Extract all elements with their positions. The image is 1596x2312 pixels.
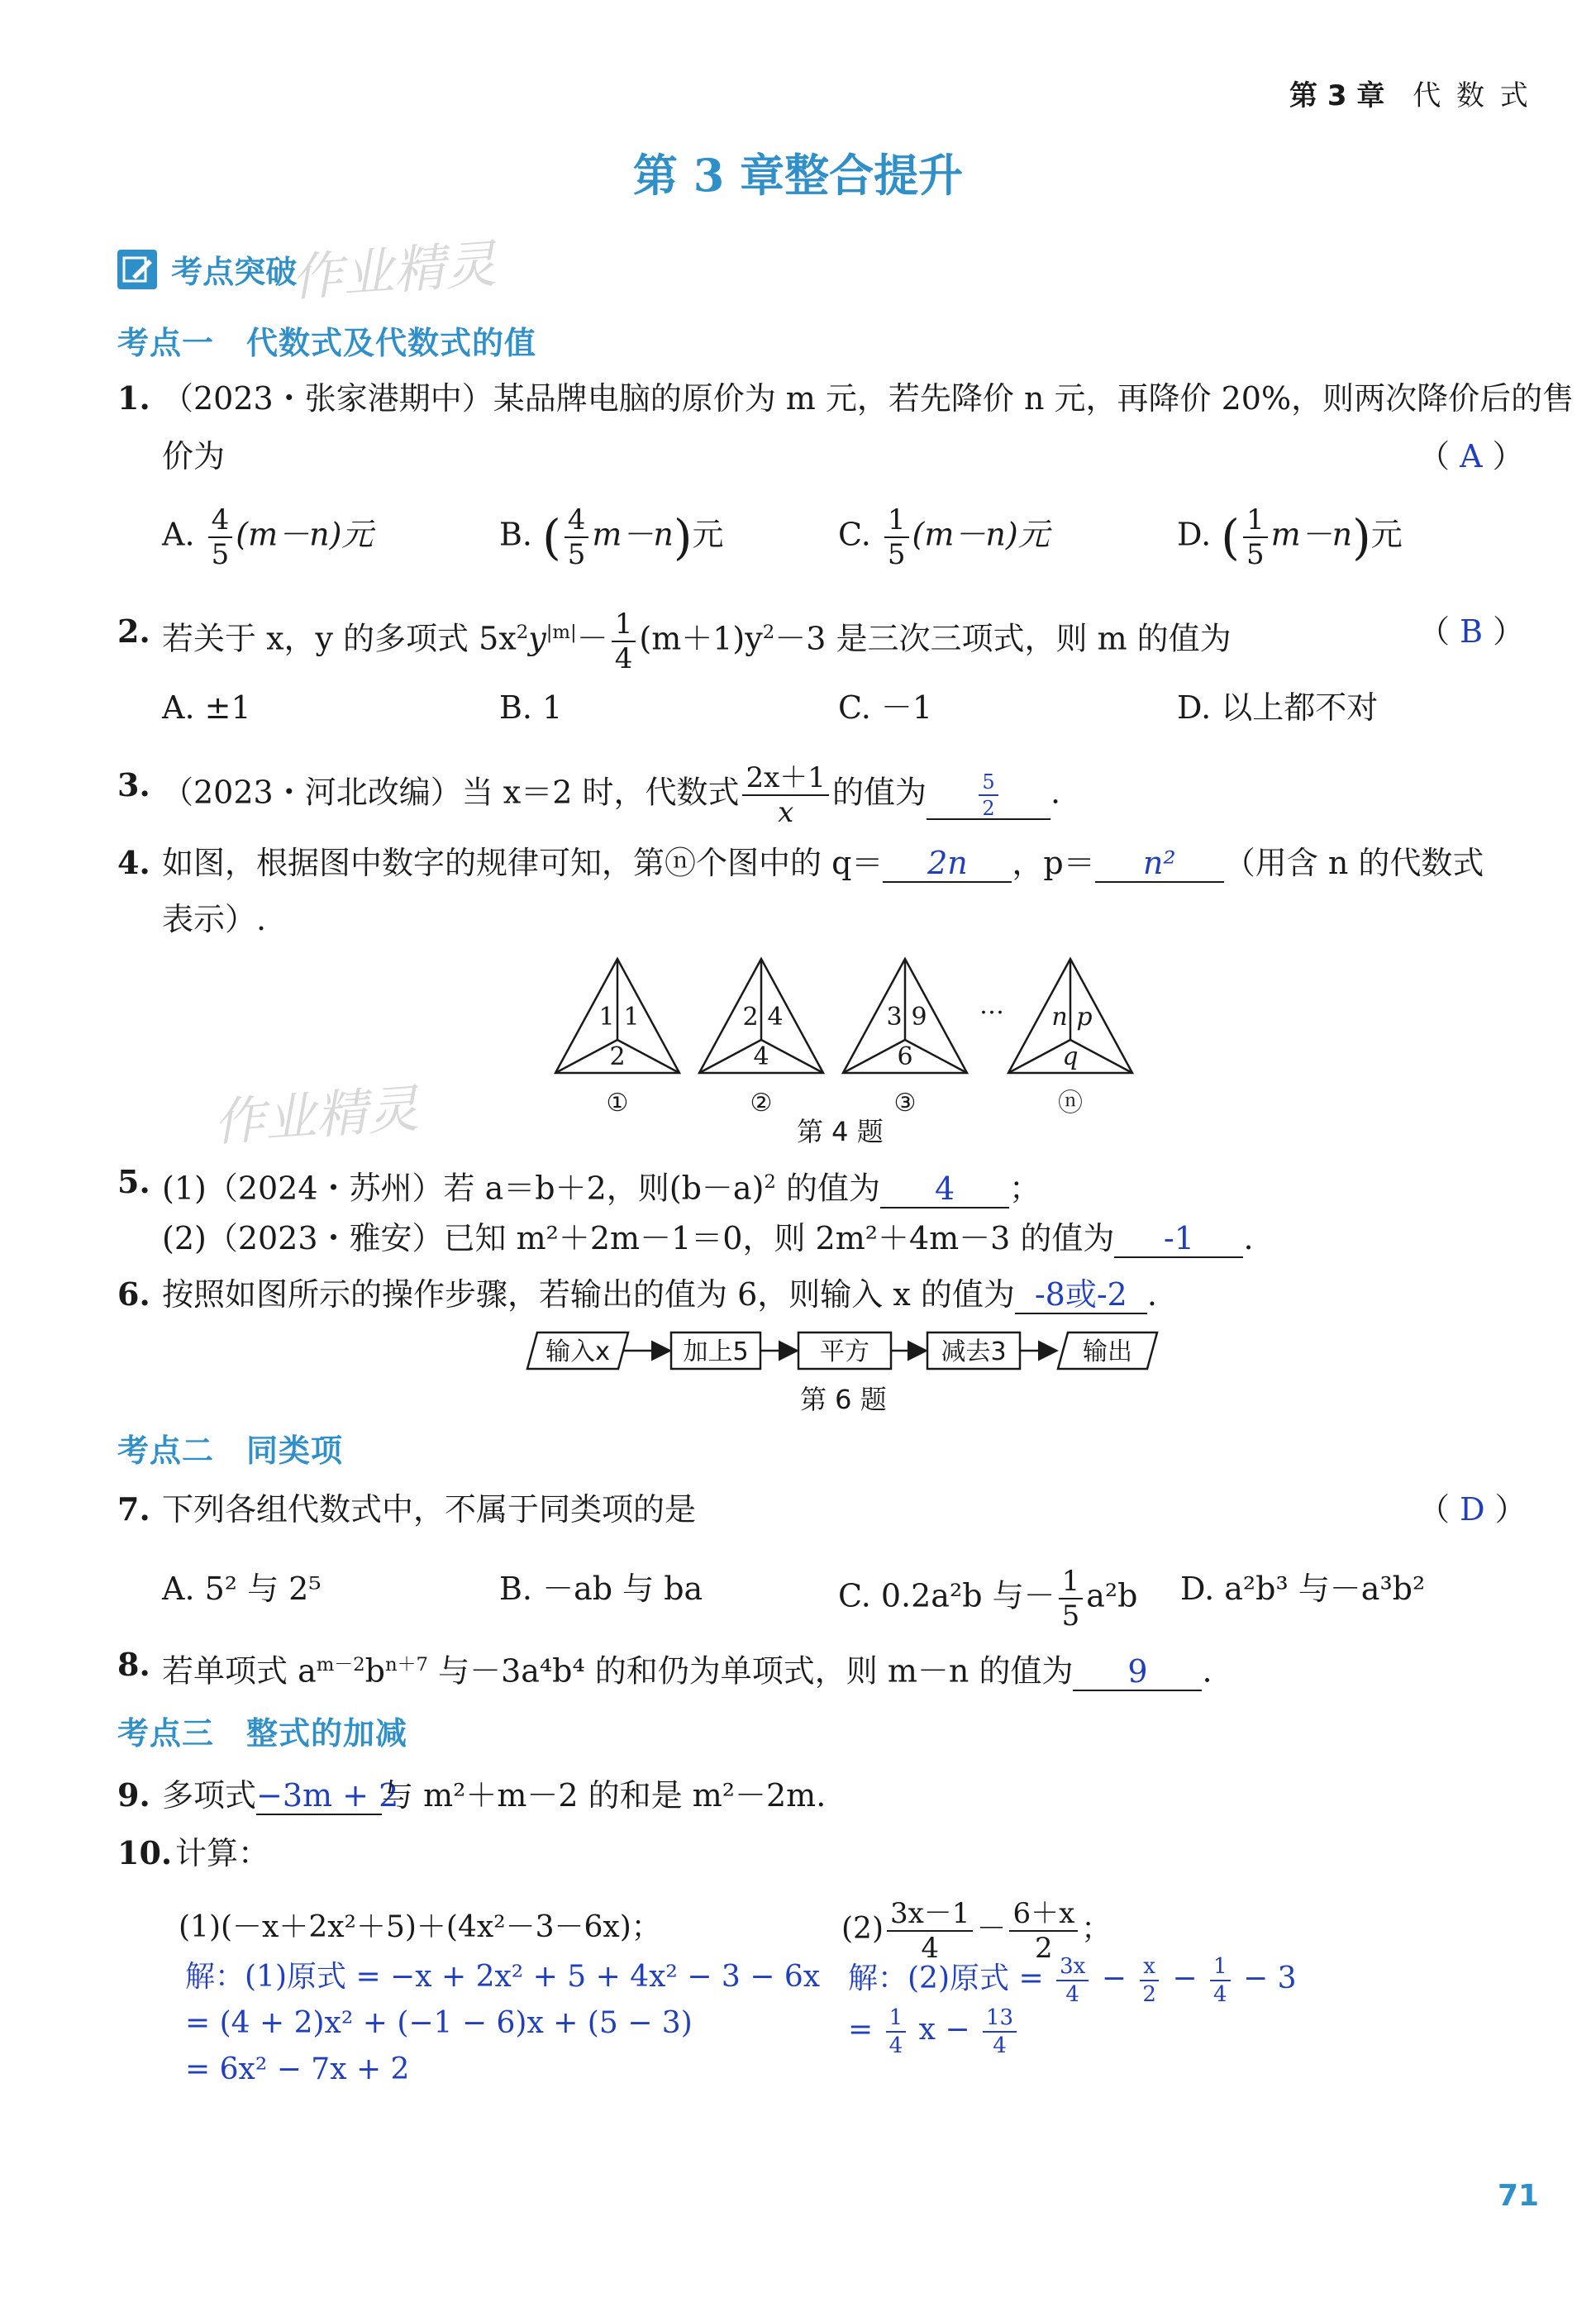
edit-icon — [117, 250, 157, 289]
q10-number: 10. — [117, 1834, 173, 1871]
q1-option-b-tail: m－n — [592, 516, 674, 553]
q9-text: 多项式−3m + 2与 m²＋m－2 的和是 m²－2m. — [162, 1777, 827, 1814]
q1-option-a-fraction: $\frac{4}{5}$ — [208, 506, 233, 569]
q4-answer-p: n² — [1095, 845, 1224, 883]
q1-answer: （ A ） — [1418, 438, 1524, 474]
watermark: 作业精灵 — [289, 233, 498, 308]
chapter-label: 第 3 章 — [1289, 79, 1385, 112]
trin-left: n — [1051, 1003, 1068, 1032]
q10-solution1-line2: = (4 + 2)x² + (−1 − 6)x + (5 − 3) — [185, 2006, 693, 2040]
q7-option-a: A. 5² 与 2⁵ — [162, 1571, 322, 1607]
tri2-right: 4 — [767, 1003, 784, 1032]
tri3-label: ③ — [893, 1089, 917, 1116]
trin-label: ⓝ — [1058, 1089, 1083, 1116]
trin-bottom: q — [1062, 1042, 1079, 1071]
q7-option-b: B. －ab 与 ba — [499, 1571, 703, 1607]
q1-option-b-fraction: $\frac{4}{5}$ — [565, 506, 589, 569]
q1-option-d-tail: m－n — [1270, 516, 1353, 553]
q3-number: 3. — [117, 766, 150, 803]
q7-option-d: D. a²b³ 与－a³b² — [1180, 1571, 1426, 1607]
q2-option-a: A. ±1 — [162, 689, 251, 726]
q10-sub2-fraction1: $\frac{3x-1}{4}$ — [887, 1900, 973, 1962]
q7-number: 7. — [117, 1490, 150, 1528]
q1-option-c-letter: C. — [838, 516, 871, 553]
tri1-right: 1 — [623, 1003, 640, 1032]
q1-number: 1. — [117, 379, 150, 417]
q2-option-d: D. 以上都不对 — [1177, 689, 1379, 726]
q6-text: 按照如图所示的操作步骤，若输出的值为 6，则输入 x 的值为 -8或-2 . — [162, 1276, 1157, 1313]
q1-option-a — [162, 503, 374, 571]
section-label: 考点突破 — [171, 254, 298, 290]
tri2-left: 2 — [742, 1003, 759, 1032]
q1-option-c — [838, 503, 1050, 571]
q2-option-b: B. 1 — [499, 689, 563, 726]
watermark-2: 作业精灵 — [212, 1078, 421, 1153]
flow-square-label: 平方 — [820, 1337, 869, 1366]
q5-number: 5. — [117, 1163, 150, 1200]
dots: … — [979, 991, 1004, 1020]
q5-part2: (2)（2023・雅安）已知 m²＋2m－1＝0，则 2m²＋4m－3 的值为 -1 . — [162, 1220, 1254, 1256]
q1-option-d-fraction: $\frac{1}{5}$ — [1243, 506, 1268, 569]
chapter-header — [1289, 73, 1532, 113]
q9-answer: −3m + 2 — [256, 1777, 399, 1814]
q8-number: 8. — [117, 1646, 150, 1683]
q6-number: 6. — [117, 1275, 150, 1313]
page-title: 第 3 章整合提升 — [632, 149, 964, 202]
q2-answer-value: B — [1460, 613, 1484, 650]
q1-option-d-unit: 元 — [1370, 516, 1403, 553]
trin-right: p — [1076, 1003, 1093, 1032]
q4-answer-q: 2n — [883, 845, 1012, 883]
q2-fraction: $\frac{1}{4}$ — [612, 610, 636, 673]
q1-option-a-letter: A. — [162, 516, 195, 553]
tri1-label: ① — [606, 1089, 629, 1116]
q1-option-c-tail: (m－n)元 — [912, 516, 1050, 553]
flow-input-label: 输入x — [545, 1337, 610, 1366]
q6-caption: 第 6 题 — [800, 1384, 887, 1415]
point-three-title: 考点三 整式的加减 — [117, 1715, 408, 1752]
q10-solution1-line3: = 6x² − 7x + 2 — [185, 2052, 410, 2086]
q4-text-line2: 表示）. — [162, 901, 267, 937]
point-one-title: 考点一 代数式及代数式的值 — [117, 325, 537, 361]
q1-text-line2: 价为 — [162, 438, 226, 474]
q4-number: 4. — [117, 844, 150, 881]
flow-output-label: 输出 — [1083, 1337, 1132, 1366]
q9-number: 9. — [117, 1776, 150, 1814]
point-two-title: 考点二 同类项 — [117, 1432, 344, 1469]
q8-answer: 9 — [1073, 1653, 1202, 1691]
q2-number: 2. — [117, 613, 150, 650]
q7-answer: （ D ） — [1418, 1491, 1527, 1528]
q5-answer-1: 4 — [880, 1170, 1009, 1208]
q10-sub2-fraction2: $\frac{6+x}{2}$ — [1009, 1900, 1078, 1962]
q10-sub1: (1)(－x＋2x²＋5)＋(4x²－3－6x)； — [179, 1910, 661, 1944]
q1-option-c-fraction: $\frac{1}{5}$ — [884, 506, 909, 569]
subject-label: 代 数 式 — [1413, 79, 1532, 112]
q1-text-line1: （2023・张家港期中）某品牌电脑的原价为 m 元，若先降价 n 元，再降价 20%，则两次降价后的售 — [162, 380, 1575, 417]
q2-answer: （ B ） — [1418, 613, 1525, 650]
q3-answer-blank: $\frac{5}{2}$ — [927, 772, 1051, 820]
q6-flowchart — [526, 1328, 1162, 1377]
q3-text: （2023・河北改编）当 x＝2 时，代数式 $\frac{2x+1}{x}$ 的值为 $\frac{5}{2}$ . — [162, 761, 1061, 829]
q1-answer-value: A — [1460, 438, 1483, 474]
tri2-label: ② — [750, 1089, 773, 1116]
flow-add5-label: 加上5 — [683, 1337, 749, 1366]
flow-sub3-label: 减去3 — [941, 1337, 1007, 1366]
q7-text: 下列各组代数式中，不属于同类项的是 — [162, 1491, 697, 1528]
q1-option-d: D. ( $\frac{1}{5}$ m－n)元 — [1177, 503, 1403, 571]
q4-triangle-figure — [545, 951, 1157, 1116]
tri1-bottom: 2 — [609, 1042, 626, 1071]
q10-text: 计算： — [175, 1835, 270, 1871]
q1-option-b-letter: B. — [499, 516, 533, 553]
tri1-left: 1 — [598, 1003, 615, 1032]
q1-option-b-unit: 元 — [692, 516, 724, 553]
q5-part1: (1)（2024・苏州）若 a＝b＋2，则$(b-a)^2$ 的值为 4 ； — [162, 1170, 1041, 1207]
tri3-bottom: 6 — [897, 1042, 913, 1071]
q4-caption: 第 4 题 — [797, 1116, 884, 1147]
q7-option-c-fraction: $\frac{1}{5}$ — [1059, 1567, 1084, 1630]
tri2-bottom: 4 — [753, 1042, 769, 1071]
q1-option-d-letter: D. — [1177, 516, 1212, 553]
q10-solution2-line1: 解：(2)原式 = $\frac{3x}{4}$ − $\frac{x}{2}$ − $\frac{1}{4}$ − 3 — [848, 1954, 1297, 2007]
q3-fraction: $\frac{2x+1}{x}$ — [742, 764, 828, 827]
q10-solution2-line2: = $\frac{1}{4}$ x − $\frac{13}{4}$ — [848, 2007, 1020, 2057]
tri3-right: 9 — [911, 1003, 927, 1032]
q8-text: 若单项式 $a^{m-2}b^{n+7}$ 与－3a⁴b⁴ 的和仍为单项式，则 m－n 的值为 9 . — [162, 1652, 1212, 1690]
q4-text-line1: 如图，根据图中数字的规律可知，第ⓝ个图中的 q＝ 2n ，p＝ n² （用含 n 的代数式 — [162, 845, 1484, 881]
page-number: 71 — [1498, 2179, 1540, 2213]
q7-option-c: C. 0.2a²b 与－ $\frac{1}{5}$ a²b — [838, 1565, 1138, 1633]
q10-solution1-line1: 解：(1)原式 = −x + 2x² + 5 + 4x² − 3 − 6x — [185, 1960, 821, 1994]
q5-answer-2: -1 — [1114, 1220, 1243, 1258]
q2-text: 若关于 x，y 的多项式 $5x^2y^{|m|}-$ $\frac{1}{4}$ $(m+1)y^2-3$ 是三次三项式，则 m 的值为 — [162, 608, 1232, 675]
q7-answer-value: D — [1460, 1491, 1485, 1528]
q1-option-b: B. ( $\frac{4}{5}$ m－n)元 — [499, 503, 724, 571]
q2-option-c: C. －1 — [838, 689, 933, 726]
q10-sub2: (2) $\frac{3x-1}{4}$ － $\frac{6+x}{2}$ ； — [841, 1897, 1112, 1965]
q1-option-a-tail: (m－n)元 — [236, 516, 374, 553]
q6-answer: -8或-2 — [1015, 1276, 1147, 1314]
section-header — [117, 246, 297, 293]
tri3-left: 3 — [886, 1003, 903, 1032]
